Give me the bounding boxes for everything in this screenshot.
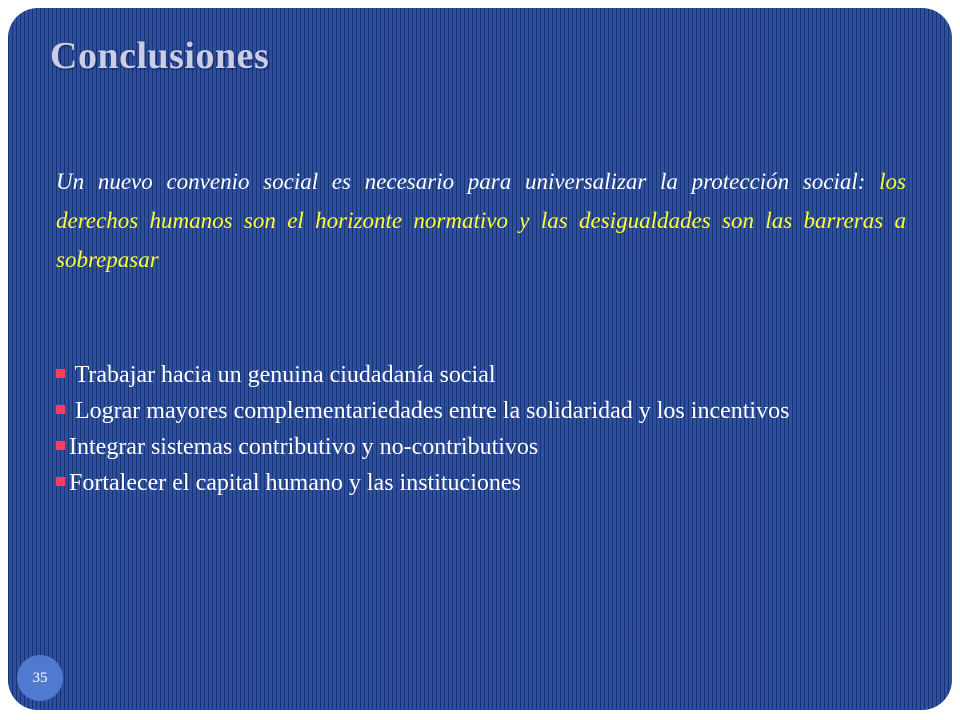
bullet-text: Lograr mayores complementariedades entre la solidaridad y los incentivos (75, 398, 790, 424)
bullet-item (56, 357, 906, 393)
square-bullet-icon (56, 369, 65, 378)
intro-text: Un nuevo convenio social es necesario para universalizar la protección social: (56, 169, 866, 194)
square-bullet-icon (56, 405, 65, 414)
bullet-text: Integrar sistemas contributivo y no-contributivos (69, 434, 539, 460)
intro-paragraph (56, 162, 906, 279)
bullet-text: Trabajar hacia un genuina ciudadanía social (74, 362, 496, 388)
slide (8, 8, 952, 710)
square-bullet-icon (56, 477, 65, 486)
square-bullet-icon (56, 441, 65, 450)
slide-title: Conclusiones (50, 35, 270, 77)
bullet-text: Fortalecer el capital humano y las instituciones (69, 470, 521, 496)
bullet-list (56, 357, 906, 501)
bullet-item (56, 465, 906, 501)
intro-highlight-text: los derechos humanos son el horizonte normativo y las desigualdades son las barreras a sobrepasar (56, 169, 907, 272)
bullet-item (56, 393, 906, 429)
bullet-item (56, 429, 906, 465)
page-number-badge: 35 (17, 655, 63, 701)
